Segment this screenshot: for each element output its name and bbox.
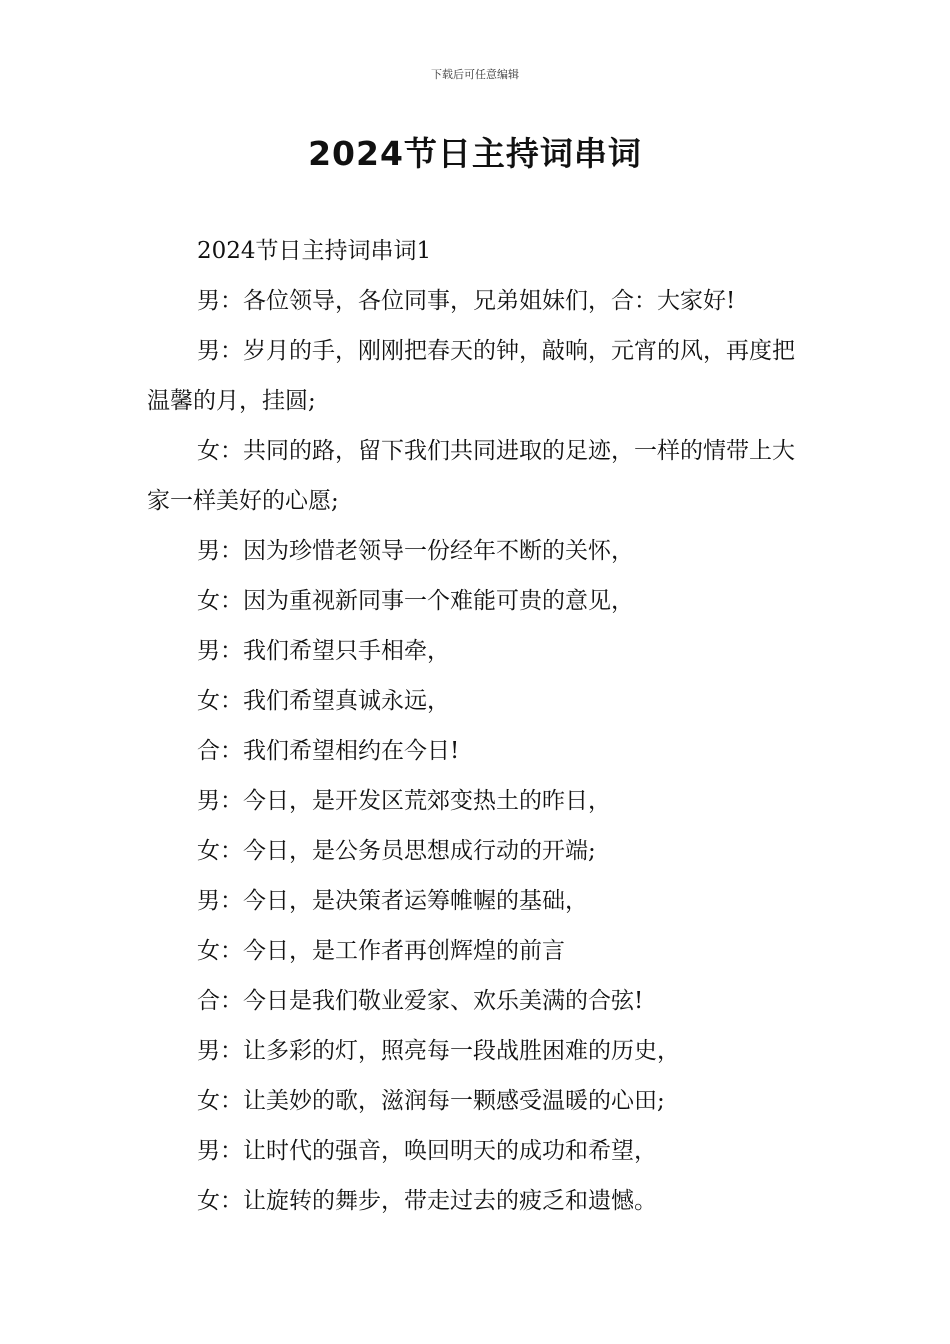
paragraph: 男：今日，是开发区荒郊变热土的昨日， <box>197 788 611 814</box>
paragraph: 女：共同的路，留下我们共同进取的足迹，一样的情带上大家一样美好的心愿; <box>147 438 795 514</box>
paragraph: 男：因为珍惜老领导一份经年不断的关怀， <box>197 538 634 564</box>
paragraph: 女：因为重视新同事一个难能可贵的意见， <box>197 588 634 614</box>
paragraph: 合：今日是我们敬业爱家、欢乐美满的合弦! <box>197 988 644 1014</box>
header-note: 下载后可任意编辑 <box>431 68 519 81</box>
paragraph: 女：今日，是工作者再创辉煌的前言 <box>197 938 565 964</box>
document-body <box>147 226 807 1226</box>
paragraph: 男：岁月的手，刚刚把春天的钟，敲响，元宵的风，再度把温馨的月，挂圆; <box>147 338 795 414</box>
paragraph: 女：让美妙的歌，滋润每一颗感受温暖的心田; <box>197 1088 665 1114</box>
paragraph: 男：各位领导，各位同事，兄弟姐妹们，合：大家好! <box>197 288 736 314</box>
paragraph: 男：让多彩的灯，照亮每一段战胜困难的历史， <box>197 1038 680 1064</box>
paragraph: 女：我们希望真诚永远， <box>197 688 450 714</box>
paragraph-subtitle: 2024节日主持词串词1 <box>197 238 432 264</box>
paragraph: 男：让时代的强音，唤回明天的成功和希望， <box>197 1138 657 1164</box>
paragraph: 合：我们希望相约在今日! <box>197 738 460 764</box>
document-title: 2024节日主持词串词 <box>308 134 642 173</box>
paragraph: 女：让旋转的舞步，带走过去的疲乏和遗憾。 <box>197 1188 657 1214</box>
paragraph: 男：我们希望只手相牵， <box>197 638 450 664</box>
paragraph: 男：今日，是决策者运筹帷幄的基础， <box>197 888 588 914</box>
paragraph: 女：今日，是公务员思想成行动的开端; <box>197 838 596 864</box>
